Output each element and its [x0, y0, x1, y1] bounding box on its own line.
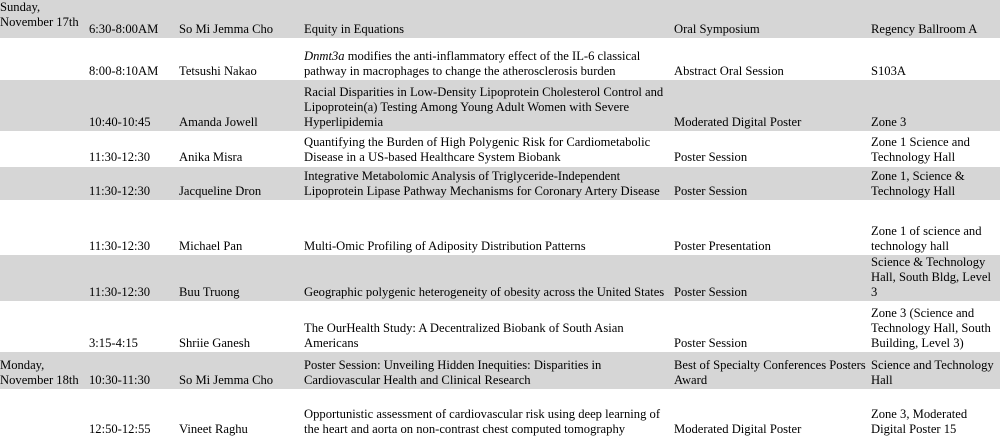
- title-cell: [304, 0, 674, 38]
- location-cell: Zone 3, Moderated Digital Poster 15: [871, 407, 968, 436]
- time-cell: 11:30-12:30: [89, 239, 151, 253]
- table-row: [0, 0, 1000, 38]
- time-cell: 11:30-12:30: [89, 149, 151, 164]
- location-cell: Zone 1 of science and technology hall: [871, 224, 982, 253]
- session-type-cell: Poster Session: [674, 255, 871, 301]
- title-cell: [304, 38, 674, 80]
- session-type-cell: Moderated Digital Poster: [674, 422, 802, 436]
- session-type-cell: Moderated Digital Poster: [674, 80, 871, 131]
- table-row: [0, 301, 1000, 352]
- location-cell: Zone 1 Science and Technology Hall: [871, 134, 970, 164]
- location-cell: Zone 3: [871, 80, 1000, 131]
- title-cell: [304, 131, 674, 166]
- title-text: The OurHealth Study: A Decentralized Biobank of South Asian Americans: [304, 321, 624, 350]
- table-row: [0, 166, 1000, 200]
- time-cell: 8:00-8:10AM: [89, 64, 159, 78]
- table-row: [0, 38, 1000, 80]
- presenter-cell: Tetsushi Nakao: [179, 64, 257, 78]
- title-text: modifies the anti-inflammatory effect of the IL-6 classical pathway in macrophages to change the atherosclerosis burden: [304, 49, 641, 78]
- title-cell: [304, 166, 674, 200]
- title-text: Integrative Metabolomic Analysis of Triglyceride-Independent Lipoprotein Lipase Pathway Mechanisms for Coronary Artery Disease: [304, 169, 660, 198]
- day-cell: [0, 389, 89, 438]
- title-text: Geographic polygenic heterogeneity of obesity across the United States: [304, 285, 665, 299]
- time-cell: 6:30-8:00AM: [89, 0, 179, 38]
- table-row: [0, 131, 1000, 166]
- title-cell: [304, 255, 674, 301]
- presenter-cell: Michael Pan: [179, 239, 243, 253]
- session-type-cell: Poster Session: [674, 166, 871, 200]
- session-type-cell: Abstract Oral Session: [674, 64, 784, 78]
- day-cell: [0, 255, 89, 301]
- presenter-cell: Jacqueline Dron: [179, 166, 304, 200]
- title-text: Opportunistic assessment of cardiovascular risk using deep learning of the heart and aorta on non-contrast chest computed tomography: [304, 407, 661, 436]
- time-cell: 10:30-11:30: [89, 352, 179, 389]
- title-text: Multi-Omic Profiling of Adiposity Distribution Patterns: [304, 239, 586, 253]
- title-text: Equity in Equations: [304, 22, 405, 36]
- title-cell: [304, 200, 674, 255]
- day-cell: [0, 166, 89, 200]
- table-row: [0, 352, 1000, 389]
- presenter-cell: So Mi Jemma Cho: [179, 352, 304, 389]
- title-text: Poster Session: Unveiling Hidden Inequities: Disparities in Cardiovascular Health and Clinical Research: [304, 358, 602, 387]
- day-cell: [0, 38, 89, 80]
- session-type-cell: Poster Presentation: [674, 239, 771, 253]
- presenter-cell: So Mi Jemma Cho: [179, 0, 304, 38]
- day-cell: [0, 200, 89, 255]
- session-type-cell: Poster Session: [674, 149, 748, 164]
- presenter-cell: Anika Misra: [179, 149, 243, 164]
- presenter-cell: Buu Truong: [179, 255, 304, 301]
- location-cell: S103A: [871, 64, 906, 78]
- day-cell: [0, 131, 89, 166]
- presenter-cell: Amanda Jowell: [179, 80, 304, 131]
- table-row: [0, 389, 1000, 438]
- day-cell: [0, 301, 89, 352]
- time-cell: 3:15-4:15: [89, 336, 138, 350]
- time-cell: 12:50-12:55: [89, 422, 151, 436]
- title-cell: [304, 352, 674, 389]
- location-cell: Science and Technology Hall: [871, 352, 1000, 389]
- title-cell: [304, 389, 674, 438]
- time-cell: 11:30-12:30: [89, 166, 179, 200]
- title-cell: [304, 301, 674, 352]
- presenter-cell: Vineet Raghu: [179, 422, 248, 436]
- location-cell: Regency Ballroom A: [871, 0, 1000, 38]
- session-type-cell: Poster Session: [674, 336, 748, 350]
- time-cell: 10:40-10:45: [89, 80, 179, 131]
- time-cell: 11:30-12:30: [89, 255, 179, 301]
- location-cell: Science & Technology Hall, South Bldg, Level 3: [871, 255, 1000, 301]
- title-cell: [304, 80, 674, 131]
- presenter-cell: Shriie Ganesh: [179, 336, 250, 350]
- table-row: [0, 200, 1000, 255]
- title-text: Quantifying the Burden of High Polygenic Risk for Cardiometabolic Disease in a US-based Healthcare System Biobank: [304, 134, 651, 164]
- location-cell: Zone 1, Science & Technology Hall: [871, 166, 1000, 200]
- day-cell: Monday, November 18th: [0, 352, 89, 389]
- location-cell: Zone 3 (Science and Technology Hall, South Building, Level 3): [871, 306, 991, 350]
- title-text: Racial Disparities in Low-Density Lipoprotein Cholesterol Control and Lipoprotein(a) Testing Among Young Adult Women with Severe Hyperlipidemia: [304, 85, 664, 129]
- table-row: [0, 80, 1000, 131]
- table-row: [0, 255, 1000, 301]
- session-type-cell: Best of Specialty Conferences Posters Award: [674, 352, 871, 389]
- day-cell: [0, 80, 89, 131]
- title-italic: Dnmt3a: [304, 49, 345, 63]
- session-type-cell: Oral Symposium: [674, 0, 871, 38]
- day-cell: Sunday, November 17th: [0, 0, 89, 38]
